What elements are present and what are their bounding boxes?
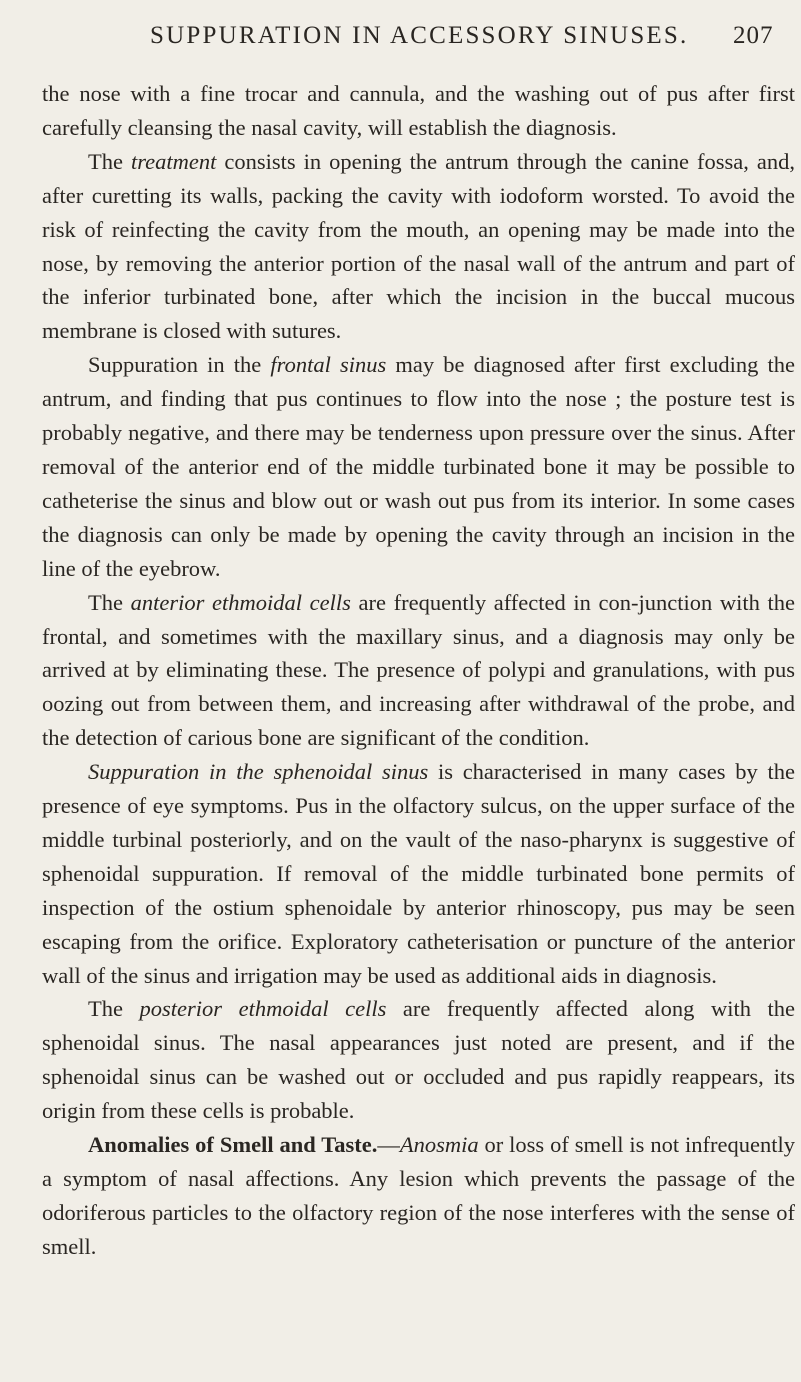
paragraph-text: the nose with a fine trocar and cannula, and the washing out of pus after first carefully cleansing the nasal cavity, will establish the diagnosis. [42, 81, 795, 140]
running-title: SUPPURATION IN ACCESSORY SINUSES. [150, 22, 689, 49]
emphasis: Suppuration in the sphenoidal sinus [88, 759, 429, 785]
paragraph-lead: The [88, 996, 140, 1022]
paragraph-lead: Suppuration in the [88, 352, 271, 378]
paragraph-text: is characterised in many cases by the presence of eye symptoms. Pus in the olfactory sulcus, on the upper surface of the middle turbinal posteriorly, and on the vault of the naso-pharynx is suggestive of sphenoidal suppuration. If removal of the middle turbinated bone permits of inspection of the ostium sphenoidale by anterior rhinoscopy, pus may be seen escaping from the orifice. Exploratory catheterisation or puncture of the anterior wall of the sinus and irrigation may be used as additional aids in diagnosis. [42, 759, 795, 988]
paragraph [42, 145, 795, 348]
paragraph-lead: The [88, 148, 131, 174]
paragraph [42, 348, 795, 585]
paragraph [42, 586, 795, 756]
paragraph [42, 77, 795, 145]
section-heading: Anomalies of Smell and Taste. [88, 1132, 378, 1158]
paragraph-text: may be diagnosed after first excluding the antrum, and finding that pus continues to flow into the nose ; the posture test is probably negative, and there may be tenderness upon pressure over the sinus. After removal of the anterior end of the middle turbinated bone it may be possible to catheterise the sinus and blow out or wash out pus from its interior. In some cases the diagnosis can only be made by opening the cavity through an incision in the line of the eyebrow. [42, 352, 796, 581]
paragraph [42, 992, 795, 1128]
page-header [0, 18, 801, 58]
page-number: 207 [733, 22, 774, 49]
emphasis: anterior ethmoidal cells [130, 589, 351, 615]
body-text [42, 77, 795, 1264]
paragraph-text: or loss of smell is not infrequently a symptom of nasal affections. Any lesion which prevents the passage of the odoriferous particles to the olfactory region of the nose interferes with the sense of smell. [42, 1132, 795, 1259]
emphasis: frontal sinus [270, 352, 387, 378]
paragraph-text: are frequently affected in con-junction with the frontal, and sometimes with the maxillary sinus, and a diagnosis may only be arrived at by eliminating these. The presence of polypi and granulations, with pus oozing out from between them, and increasing after withdrawal of the probe, and the detection of carious bone are significant of the condition. [42, 589, 795, 751]
paragraph-text: consists in opening the antrum through the canine fossa, and, after curetting its walls, packing the cavity with iodoform worsted. To avoid the risk of reinfecting the cavity from the mouth, an opening may be made into the nose, by removing the anterior portion of the nasal wall of the antrum and part of the inferior turbinated bone, after which the incision in the buccal mucous membrane is closed with sutures. [42, 148, 795, 344]
emphasis: posterior ethmoidal cells [139, 996, 387, 1022]
dash: — [377, 1132, 400, 1158]
paragraph [42, 1128, 795, 1264]
paragraph-text: are frequently affected along with the sphenoidal sinus. The nasal appearances just noted are present, and if the sphenoidal sinus can be washed out or occluded and pus rapidly reappears, its origin from these cells is probable. [42, 996, 796, 1124]
emphasis: treatment [130, 148, 217, 174]
paragraph [42, 755, 795, 992]
emphasis: Anosmia [399, 1132, 479, 1158]
paragraph-lead: The [88, 589, 131, 615]
